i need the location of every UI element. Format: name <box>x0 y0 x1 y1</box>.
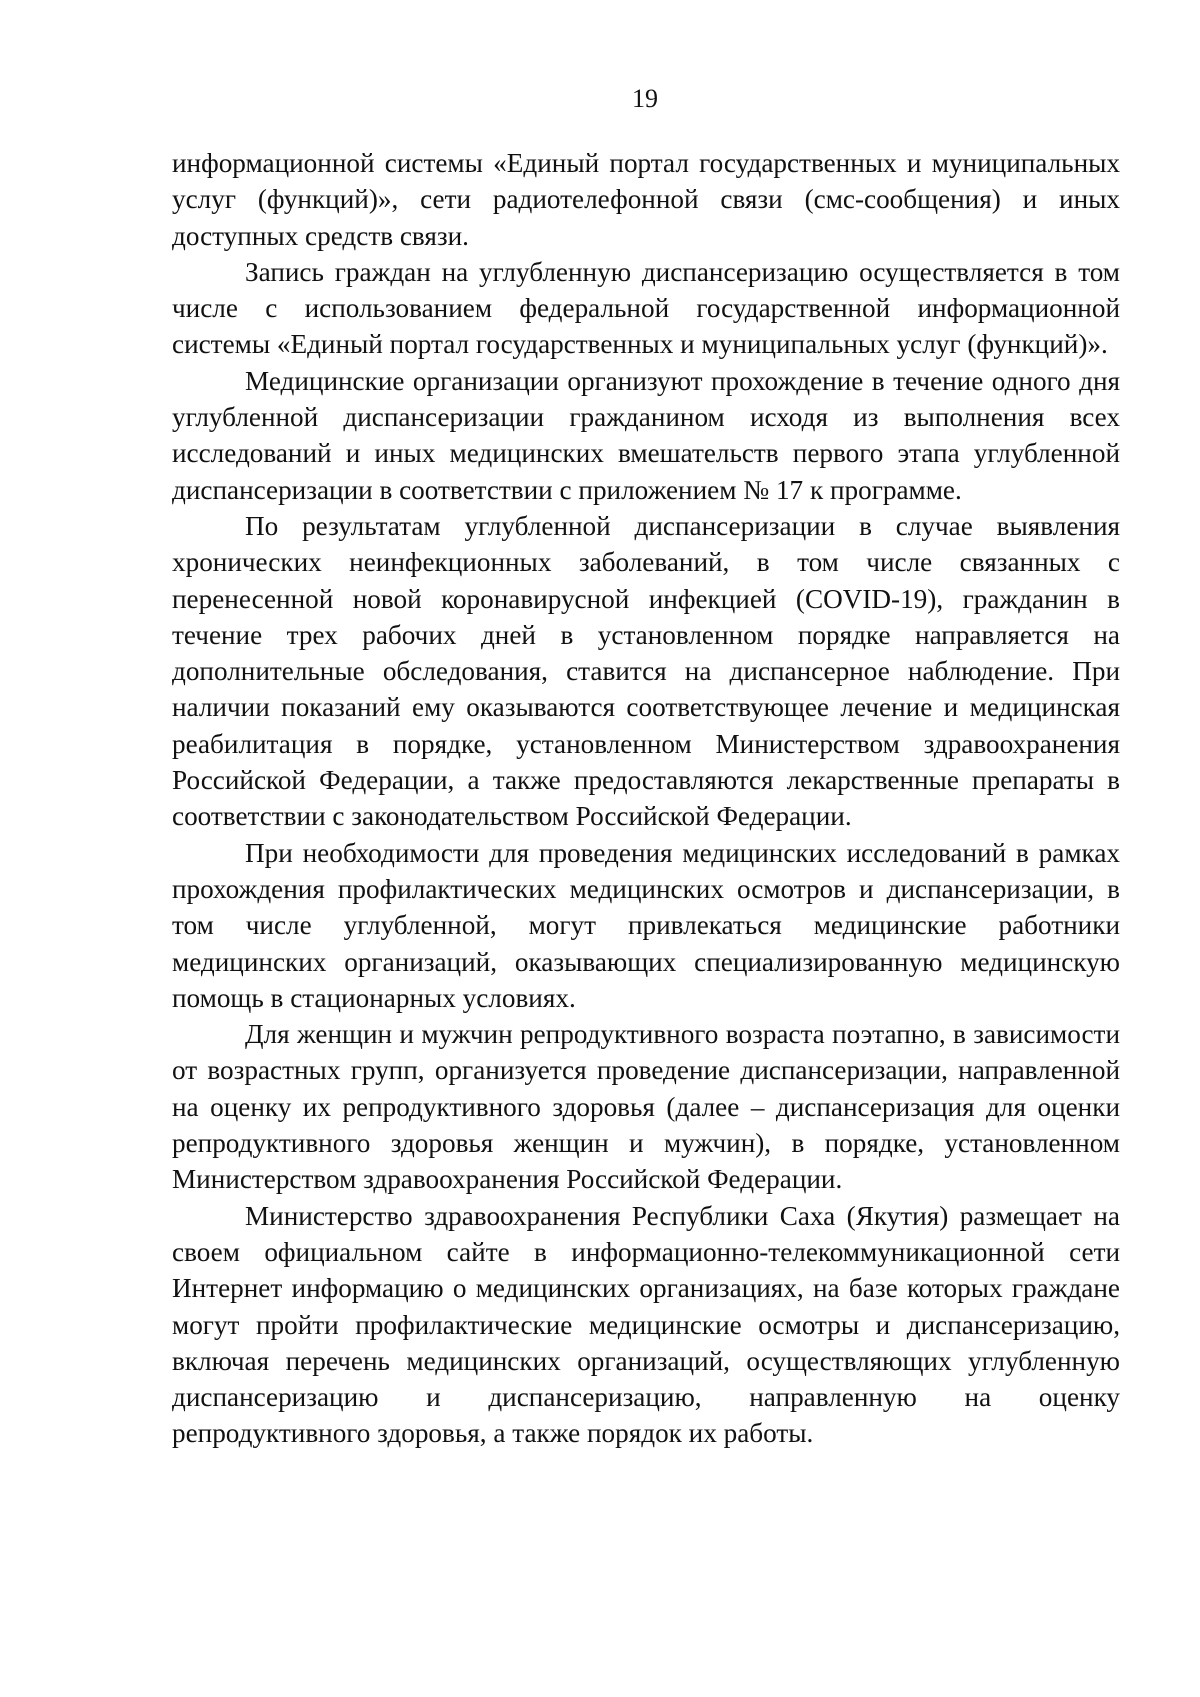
paragraph-results-followup: По результатам углубленной диспансеризации в случае выявления хронических неинфекционных заболеваний, в том числе связанных с перенесенной новой коронавирусной инфекцией (COVID-19), гражданин в течение трех рабочих дней в установленном порядке направляется на дополнительные обследования, ставится на диспансерное наблюдение. При наличии показаний ему оказываются соответствующее лечение и медицинская реабилитация в порядке, установленном Министерством здравоохранения Российской Федерации, а также предоставляются лекарственные препараты в соответствии с законодательством Российской Федерации. <box>172 510 1120 832</box>
paragraph-medical-staff: При необходимости для проведения медицинских исследований в рамках прохождения профилактических медицинских осмотров и диспансеризации, в том числе углубленной, могут привлекаться медицинские работники медицинских организаций, оказывающих специализированную медицинскую помощь в стационарных условиях. <box>172 837 1120 1013</box>
document-body <box>172 145 1120 1452</box>
paragraph-ministry-website: Министерство здравоохранения Республики Саха (Якутия) размещает на своем официальном сайте в информационно-телекоммуникационной сети Интернет информацию о медицинских организациях, на базе которых граждане могут пройти профилактические медицинские осмотры и диспансеризацию, включая перечень медицинских организаций, осуществляющих углубленную диспансеризацию и диспансеризацию, направленную на оценку репродуктивного здоровья, а также порядок их работы. <box>172 1200 1120 1449</box>
page-number: 19 <box>632 84 658 113</box>
paragraph-reproductive-health: Для женщин и мужчин репродуктивного возраста поэтапно, в зависимости от возрастных групп, организуется проведение диспансеризации, направленной на оценку их репродуктивного здоровья (далее – диспансеризация для оценки репродуктивного здоровья женщин и мужчин), в порядке, установленном Министерством здравоохранения Российской Федерации. <box>172 1019 1120 1195</box>
paragraph-continuation: информационной системы «Единый портал государственных и муниципальных услуг (функций)», сети радиотелефонной связи (смс-сообщения) и иных доступных средств связи. <box>172 148 1120 251</box>
paragraph-appointment-booking: Запись граждан на углубленную диспансеризацию осуществляется в том числе с использованием федеральной государственной информационной системы «Единый портал государственных и муниципальных услуг (функций)». <box>172 256 1120 360</box>
paragraph-one-day-examination: Медицинские организации организуют прохождение в течение одного дня углубленной диспансеризации гражданином исходя из выполнения всех исследований и иных медицинских вмешательств первого этапа углубленной диспансеризации в соответствии с приложением № 17 к программе. <box>172 365 1120 505</box>
